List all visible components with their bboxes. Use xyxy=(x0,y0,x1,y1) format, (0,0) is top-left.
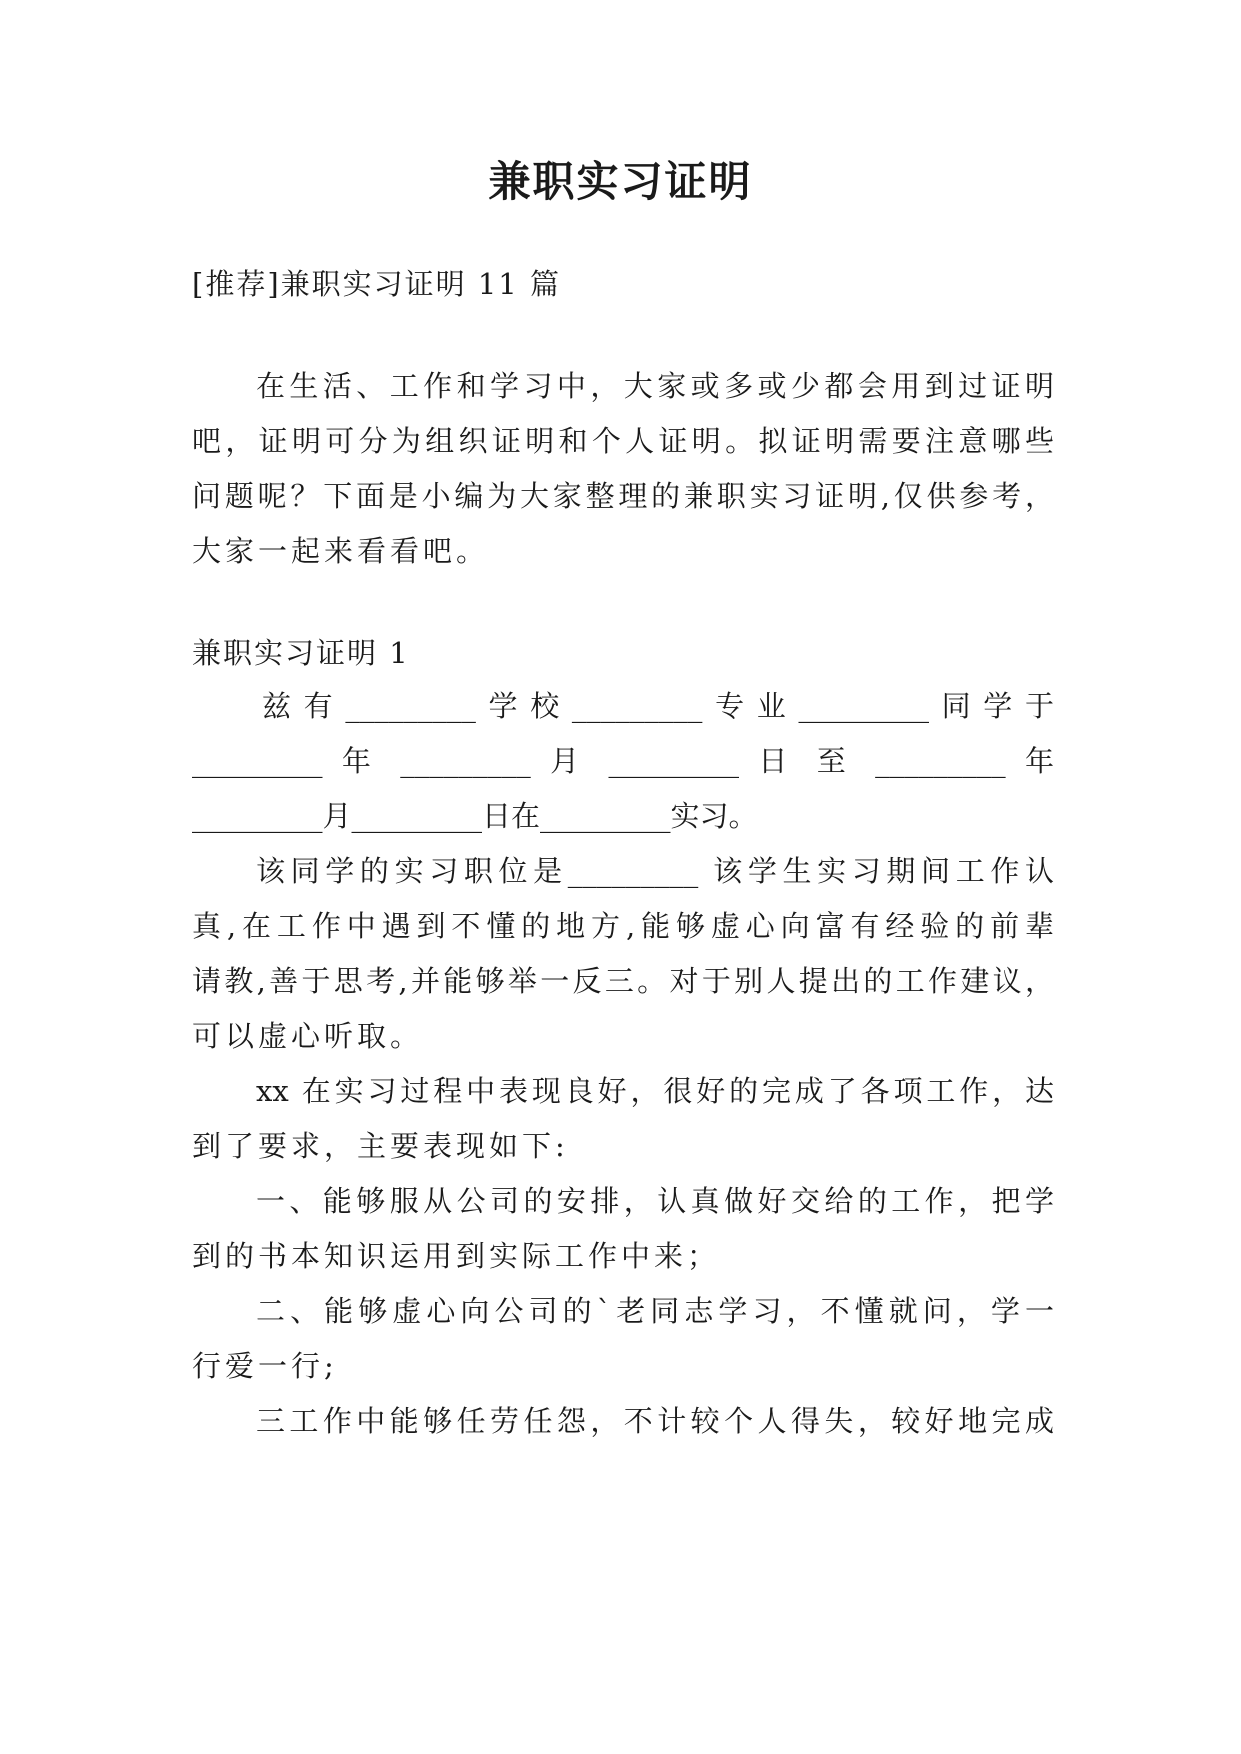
paragraph-line: 到了要求，主要表现如下: xyxy=(192,1129,569,1163)
paragraph-line: 大家一起来看看吧。 xyxy=(192,534,490,568)
paragraph-line: _________月_________日在_________实习。 xyxy=(192,799,758,833)
document-title: 兼职实习证明 xyxy=(488,157,753,206)
paragraph-line: 该同学的实习职位是_________ 该学生实习期间工作认 xyxy=(256,854,1054,888)
paragraph-line: 在生活、工作和学习中，大家或多或少都会用到过证明 xyxy=(256,369,1054,403)
paragraph-line: xx 在实习过程中表现良好，很好的完成了各项工作，达 xyxy=(256,1074,1054,1108)
paragraph-line: 可以虚心听取。 xyxy=(192,1019,424,1053)
paragraph-line: 问题呢？下面是小编为大家整理的兼职实习证明,仅供参考， xyxy=(192,479,1054,513)
paragraph-line: 二、能够虚心向公司的`老同志学习，不懂就问，学一 xyxy=(256,1294,1054,1328)
paragraph-line: 一、能够服从公司的安排，认真做好交给的工作，把学 xyxy=(256,1184,1054,1218)
paragraph-line: 兹有_________学校_________专业_________同学于 xyxy=(262,689,1054,723)
section-heading: 兼职实习证明 1 xyxy=(192,636,410,670)
paragraph-line: 到的书本知识运用到实际工作中来； xyxy=(192,1239,721,1273)
paragraph-line: _________ 年 _________ 月 _________ 日 至 _________ 年 xyxy=(192,744,1054,778)
paragraph-line: 行爱一行; xyxy=(192,1349,338,1383)
paragraph-line: 请教,善于思考,并能够举一反三。对于别人提出的工作建议， xyxy=(192,964,1054,998)
paragraph-line: 三工作中能够任劳任怨，不计较个人得失，较好地完成 xyxy=(256,1404,1054,1438)
paragraph-line: 真,在工作中遇到不懂的地方,能够虚心向富有经验的前辈 xyxy=(192,909,1054,943)
paragraph-line: 吧，证明可分为组织证明和个人证明。拟证明需要注意哪些 xyxy=(192,424,1054,458)
document-subtitle: [推荐]兼职实习证明 11 篇 xyxy=(192,267,561,301)
